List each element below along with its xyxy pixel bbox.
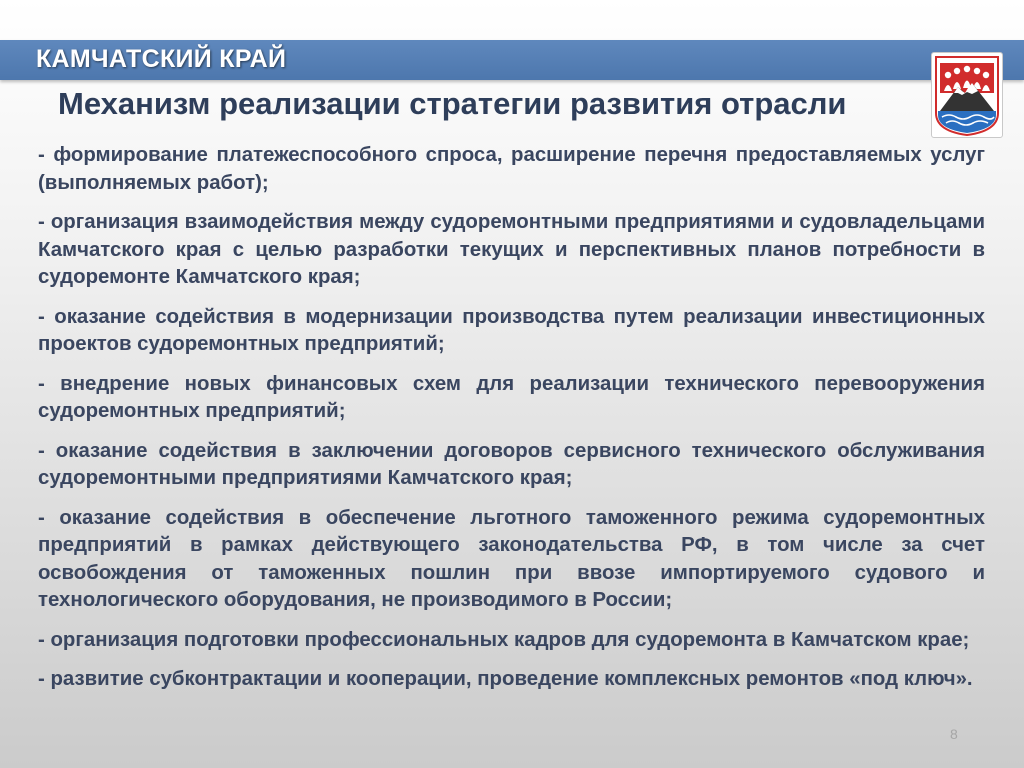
list-item: - формирование платежеспособного спроса, расширение перечня предоставляемых услуг (выполняемых работ);: [38, 144, 985, 194]
list-item: - оказание содействия в обеспечение льготного таможенного режима судоремонтных предприятий в рамках действующего законодательства РФ, в том числе за счет освобождения от таможенных пошлин при ввозе импортируемого судового и технологического оборудования, не производимого в России;: [38, 506, 985, 611]
slide-title: Механизм реализации стратегии развития отрасли: [58, 86, 847, 121]
list-item: - организация взаимодействия между судоремонтными предприятиями и судовладельцами Камчатского края с целью разработки текущих и перспективных планов потребности в судоремонте Камчатского края;: [38, 211, 985, 288]
page-number: 8: [950, 726, 958, 742]
region-name: КАМЧАТСКИЙ КРАЙ: [36, 45, 287, 73]
list-item: - организация подготовки профессиональных кадров для судоремонта в Камчатском крае;: [38, 628, 970, 651]
strategy-measures-list: [38, 142, 985, 706]
kamchatka-coat-of-arms-icon: [931, 52, 1003, 138]
list-item: - оказание содействия в модернизации производства путем реализации инвестиционных проектов судоремонтных предприятий;: [38, 305, 985, 355]
list-item: - оказание содействия в заключении договоров сервисного технического обслуживания судоремонтными предприятиями Камчатского края;: [38, 439, 985, 489]
list-item: - развитие субконтрактации и кооперации, проведение комплексных ремонтов «под ключ».: [38, 668, 973, 690]
list-item: - внедрение новых финансовых схем для реализации технического перевооружения судоремонтных предприятий;: [38, 372, 985, 422]
